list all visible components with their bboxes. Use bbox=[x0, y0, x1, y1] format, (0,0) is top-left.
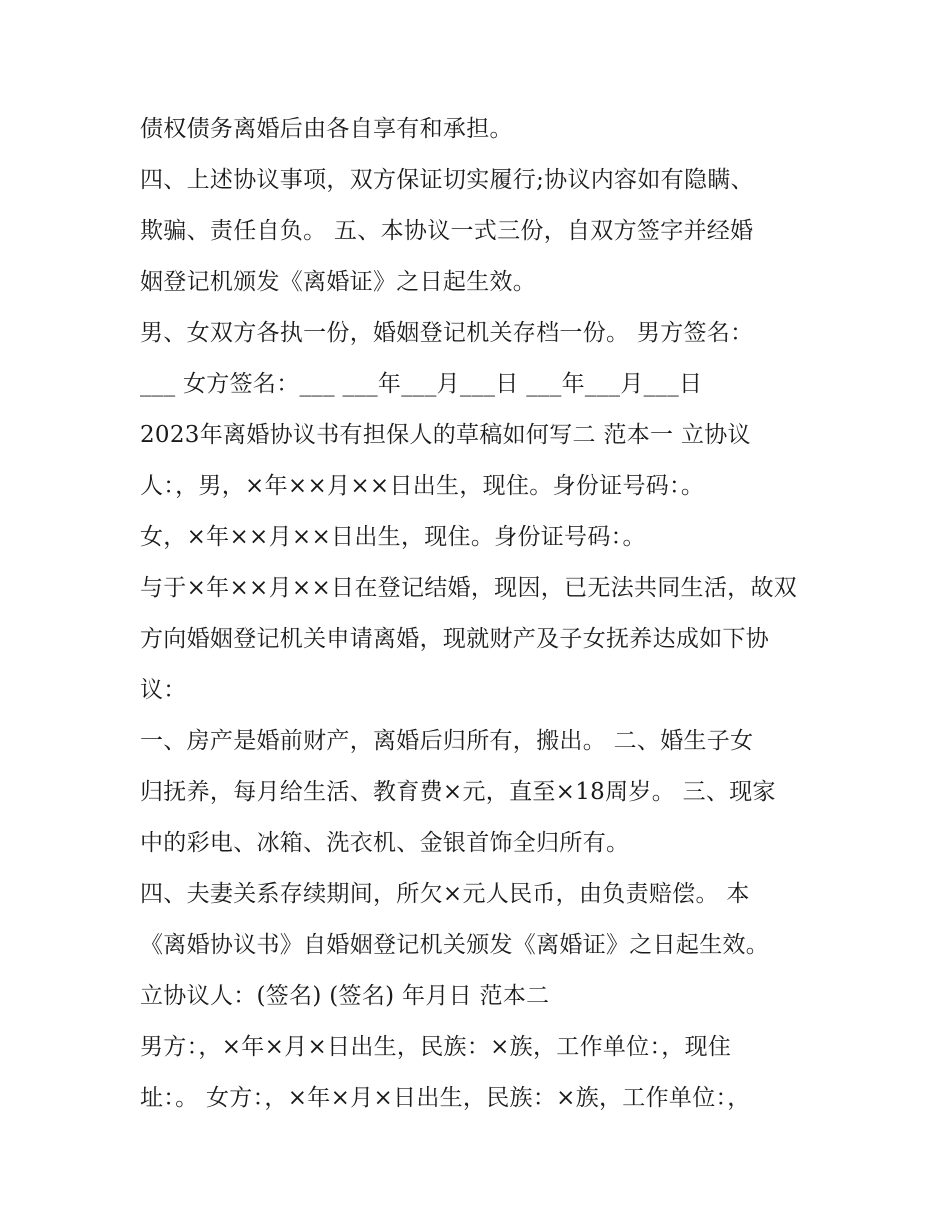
text-line: 人：，男，×年××月××日出生，现住。身份证号码：。 bbox=[140, 473, 705, 499]
text-line: 债权债务离婚后由各自享有和承担。 bbox=[140, 116, 513, 142]
text-line: 归抚养，每月给生活、教育费×元，直至×18周岁。 三、现家 bbox=[140, 779, 776, 805]
text-line: 姻登记机颁发《离婚证》之日起生效。 bbox=[140, 269, 537, 295]
text-line: 《离婚协议书》自婚姻登记机关颁发《离婚证》之日起生效。 bbox=[140, 932, 770, 958]
text-line: 女，×年××月××日出生，现住。身份证号码：。 bbox=[140, 524, 646, 550]
text-line: 男方：，×年×月×日出生，民族：×族，工作单位：，现住 bbox=[140, 1034, 732, 1060]
text-line: 立协议人：(签名) (签名) 年月日 范本二 bbox=[140, 983, 550, 1009]
text-line: 中的彩电、冰箱、洗衣机、金银首饰全归所有。 bbox=[140, 830, 630, 856]
text-line: 方向婚姻登记机关申请离婚，现就财产及子女抚养达成如下协 bbox=[140, 626, 770, 652]
text-line: 一、房产是婚前财产，离婚后归所有，搬出。 二、婚生子女 bbox=[140, 728, 754, 754]
text-line: 欺骗、责任自负。 五、本协议一式三份，自双方签字并经婚 bbox=[140, 218, 754, 244]
text-line: 四、夫妻关系存续期间，所欠×元人民币，由负责赔偿。 本 bbox=[140, 881, 750, 907]
text-line: 与于×年××月××日在登记结婚，现因，已无法共同生活，故双 bbox=[140, 575, 798, 601]
text-line: 址：。 女方：，×年×月×日出生，民族：×族，工作单位：， bbox=[140, 1085, 751, 1111]
document-body bbox=[140, 104, 830, 1124]
text-line: 2023年离婚协议书有担保人的草稿如何写二 范本一 立协议 bbox=[140, 422, 751, 448]
signature-line: ___ 女方签名：___ ___年___月___日 ___年___月___日 bbox=[140, 371, 703, 397]
text-line: 男、女双方各执一份，婚姻登记机关存档一份。 男方签名： bbox=[140, 320, 754, 346]
text-line: 议： bbox=[140, 677, 187, 703]
text-line: 四、上述协议事项，双方保证切实履行;协议内容如有隐瞒、 bbox=[140, 167, 754, 193]
